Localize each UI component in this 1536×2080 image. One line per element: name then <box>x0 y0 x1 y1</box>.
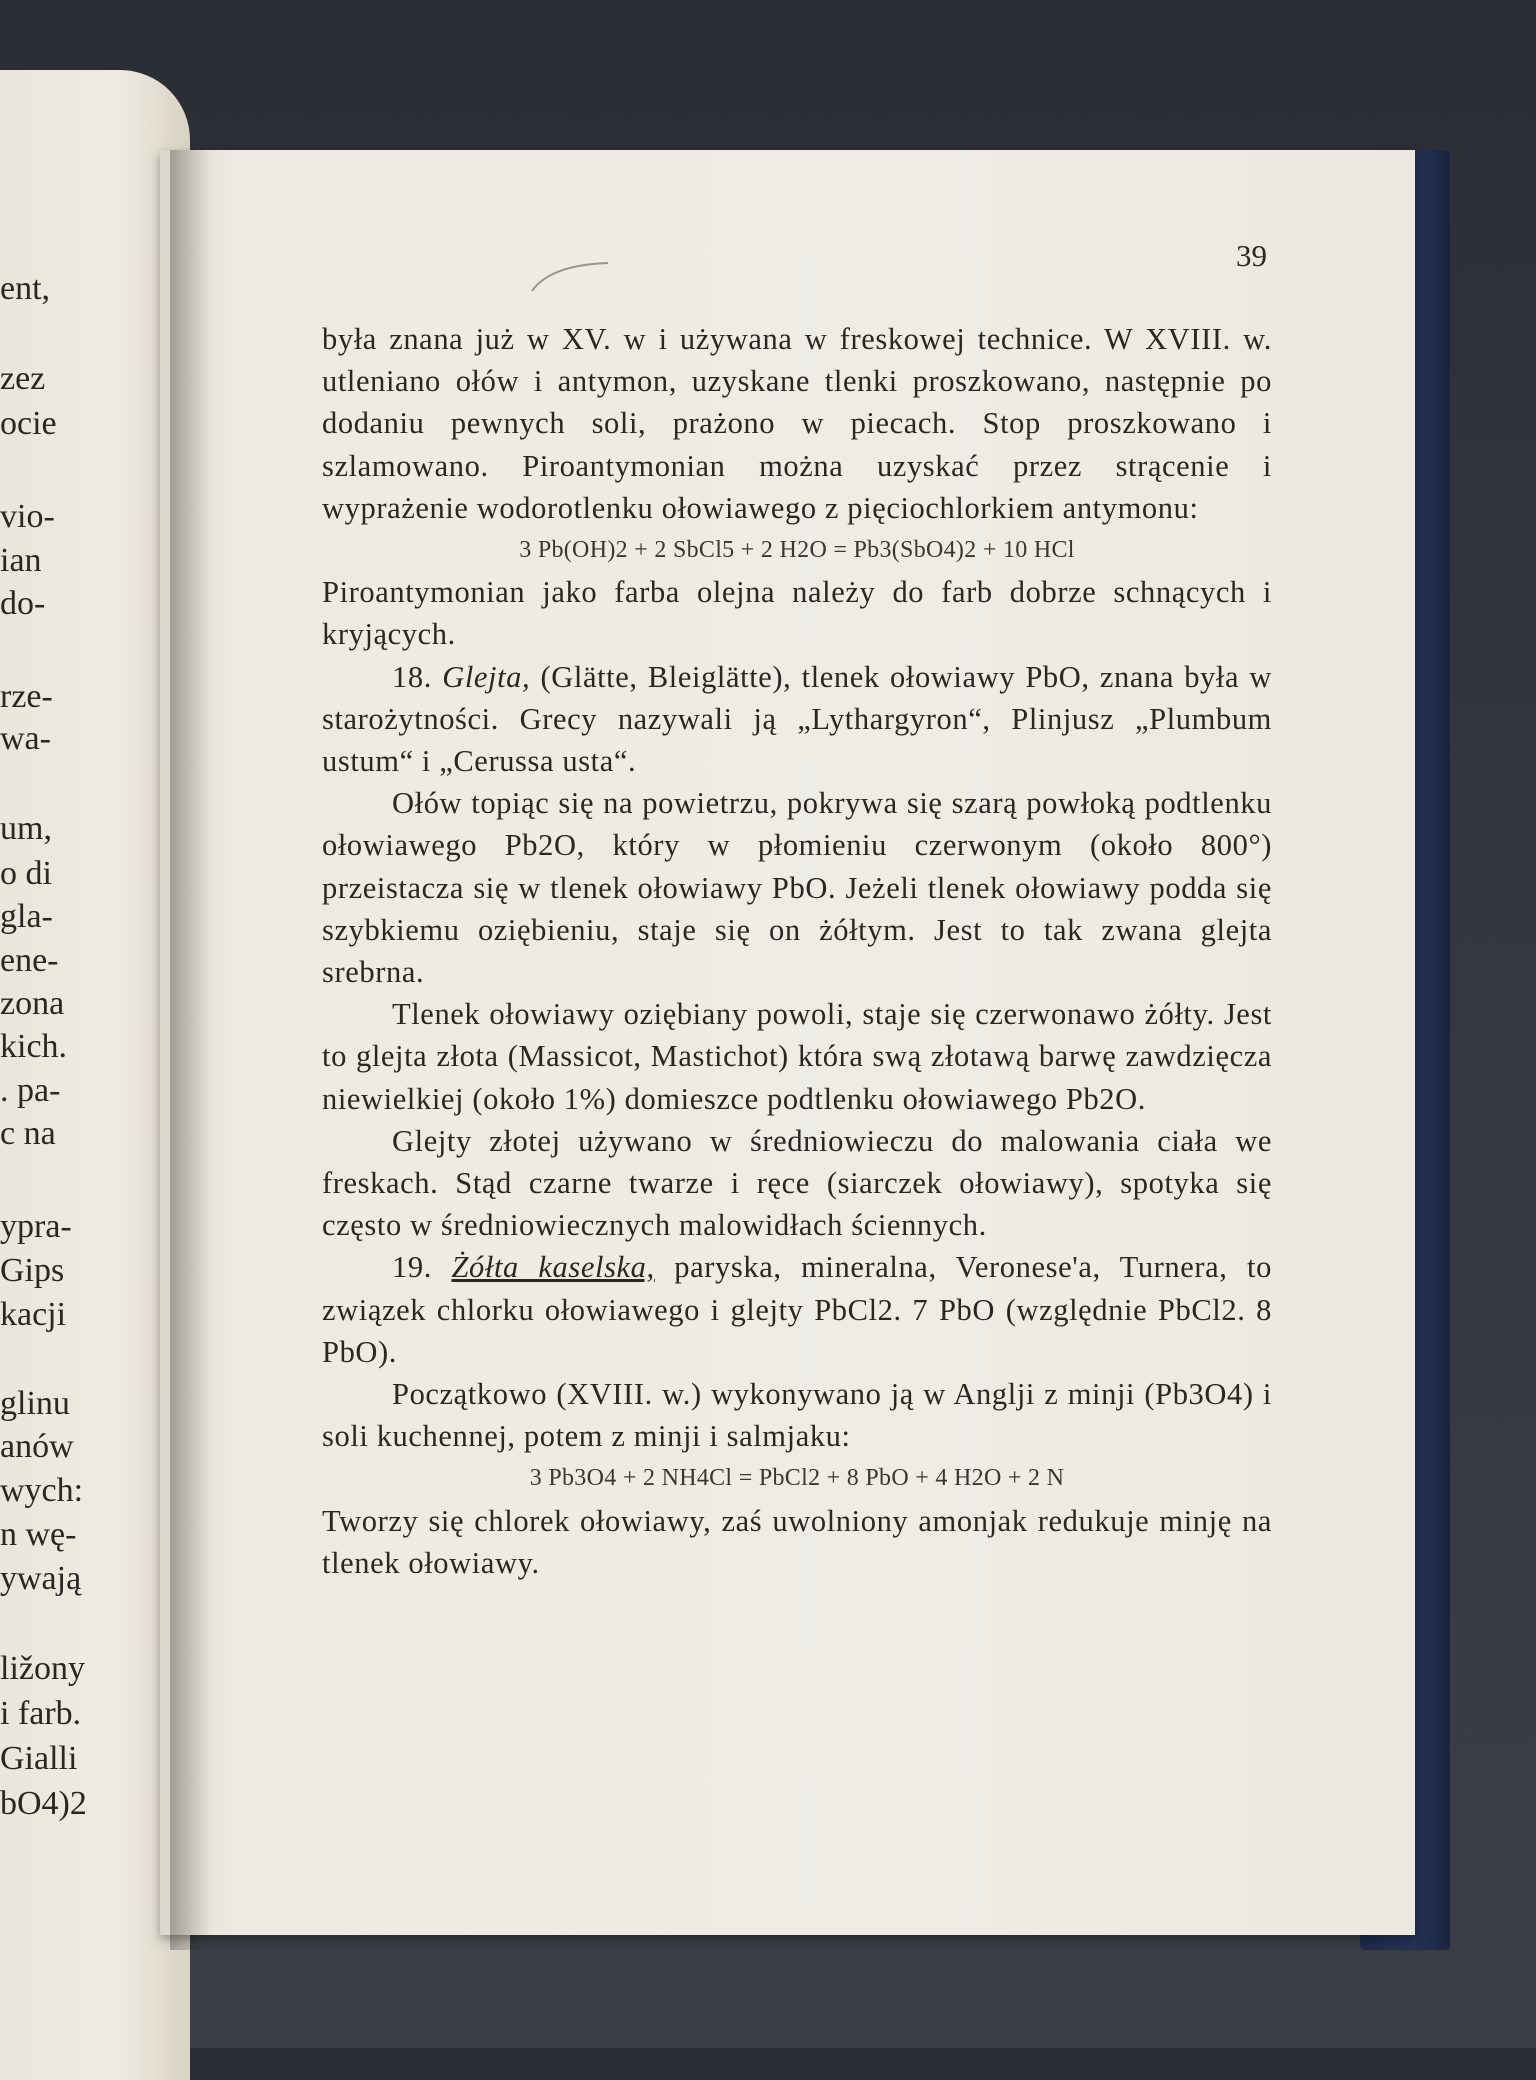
page-number: 39 <box>1236 238 1267 273</box>
left-fragment: Gialli <box>0 1740 78 1777</box>
left-fragment: zona <box>0 985 65 1022</box>
left-fragment: ocie <box>0 405 57 442</box>
left-fragment: ližony <box>0 1650 85 1687</box>
paragraph: Ołów topiąc się na powietrzu, pokrywa się szarą powłoką podtlenku ołowiawego Pb2O, który w płomieniu czerwonym (około 800°) przeistacza się w tlenek ołowiawy PbO. Jeżeli tlenek ołowiawy podda się szybkiemu oziębieniu, staje się on żółtym. Jest to tak zwana glejta srebrna. <box>322 786 1272 990</box>
left-fragment: do- <box>0 585 46 622</box>
left-fragment: . pa- <box>0 1072 61 1109</box>
left-fragment: Gips <box>0 1252 65 1289</box>
paragraph: Tlenek ołowiawy oziębiany powoli, staje się czerwonawo żółty. Jest to glejta złota (Massicot, Mastichot) która swą złotawą barwę zawdzięcza niewielkiej (około 1%) domieszce podtlenku ołowiawego Pb2O. <box>322 997 1272 1116</box>
paragraph-text: paryska, mineralna, Veronese'a, Turnera, to związek chlorku ołowiawego i glejty PbCl2. 7 PbO (względnie PbCl2. 8 PbO). <box>322 1250 1272 1369</box>
left-fragment: kacji <box>0 1296 67 1333</box>
left-fragment: kich. <box>0 1028 68 1065</box>
section-number: 18. <box>392 659 432 694</box>
left-fragment: vio- <box>0 498 55 535</box>
left-fragment: n wę- <box>0 1516 77 1553</box>
left-fragment: wa- <box>0 720 51 757</box>
left-fragment: rze- <box>0 678 53 715</box>
paragraph-glejta <box>322 656 1272 783</box>
left-fragment: wych: <box>0 1472 84 1509</box>
section-heading: Glejta, <box>442 659 531 694</box>
left-fragment: zez <box>0 360 46 397</box>
left-fragment: ian <box>0 542 42 579</box>
pencil-mark <box>530 255 610 295</box>
paragraph: była znana już w XV. w i używana w freskowej technice. W XVIII. w. utleniano ołów i antymon, uzyskane tlenki proszkowano, następnie po dodaniu pewnych soli, prażono w piecach. Stop proszkowano i szlamowano. Piroantymonian można uzyskać przez strącenie i wyprażenie wodorotlenku ołowiawego z pięciochlorkiem antymonu: <box>322 322 1272 525</box>
left-fragment: o di <box>0 855 52 892</box>
section-number: 19. <box>392 1250 432 1285</box>
left-fragment: um, <box>0 810 52 847</box>
left-fragment: ent, <box>0 270 51 307</box>
left-fragment: bO4)2 <box>0 1785 87 1822</box>
page-text <box>322 318 1272 1584</box>
left-fragment: anów <box>0 1428 74 1465</box>
section-heading: Żółta kaselska, <box>451 1250 655 1285</box>
left-fragment: i farb. <box>0 1695 82 1732</box>
paragraph: Tworzy się chlorek ołowiawy, zaś uwolniony amonjak redukuje minję na tlenek ołowiawy. <box>322 1503 1272 1580</box>
left-fragment: c na <box>0 1115 56 1152</box>
gutter-shadow <box>170 150 210 1950</box>
paragraph: Początkowo (XVIII. w.) wykonywano ją w Anglji z minji (Pb3O4) i soli kuchennej, potem z minji i salmjaku: <box>322 1377 1272 1454</box>
left-fragment: glinu <box>0 1385 70 1422</box>
left-fragment: ene- <box>0 942 59 979</box>
paragraph-text: (Glätte, Bleiglätte), tlenek ołowiawy PbO, znana była w starożytności. Grecy nazywali ją „Lythargyron“, Plinjusz „Plumbum ustum“ i „Cerussa usta“. <box>322 659 1272 779</box>
chemical-equation: 3 Pb(OH)2 + 2 SbCl5 + 2 H2O = Pb3(SbO4)2 + 10 HCl <box>519 537 1075 564</box>
paragraph: Piroantymonian jako farba olejna należy do farb dobrze schnących i kryjących. <box>322 575 1272 652</box>
chemical-equation: 3 Pb3O4 + 2 NH4Cl = PbCl2 + 8 PbO + 4 H2O + 2 N <box>529 1465 1065 1492</box>
paragraph: Glejty złotej używano w średniowieczu do malowania ciała we freskach. Stąd czarne twarze i ręce (siarczek ołowiawy), spotyka się często w średniowiecznych malowidłach ściennych. <box>322 1123 1272 1243</box>
paragraph-zolta-kaselska <box>322 1246 1272 1373</box>
left-fragment: gla- <box>0 898 53 935</box>
left-fragment: ywają <box>0 1560 82 1597</box>
left-fragment: ypra- <box>0 1208 72 1245</box>
